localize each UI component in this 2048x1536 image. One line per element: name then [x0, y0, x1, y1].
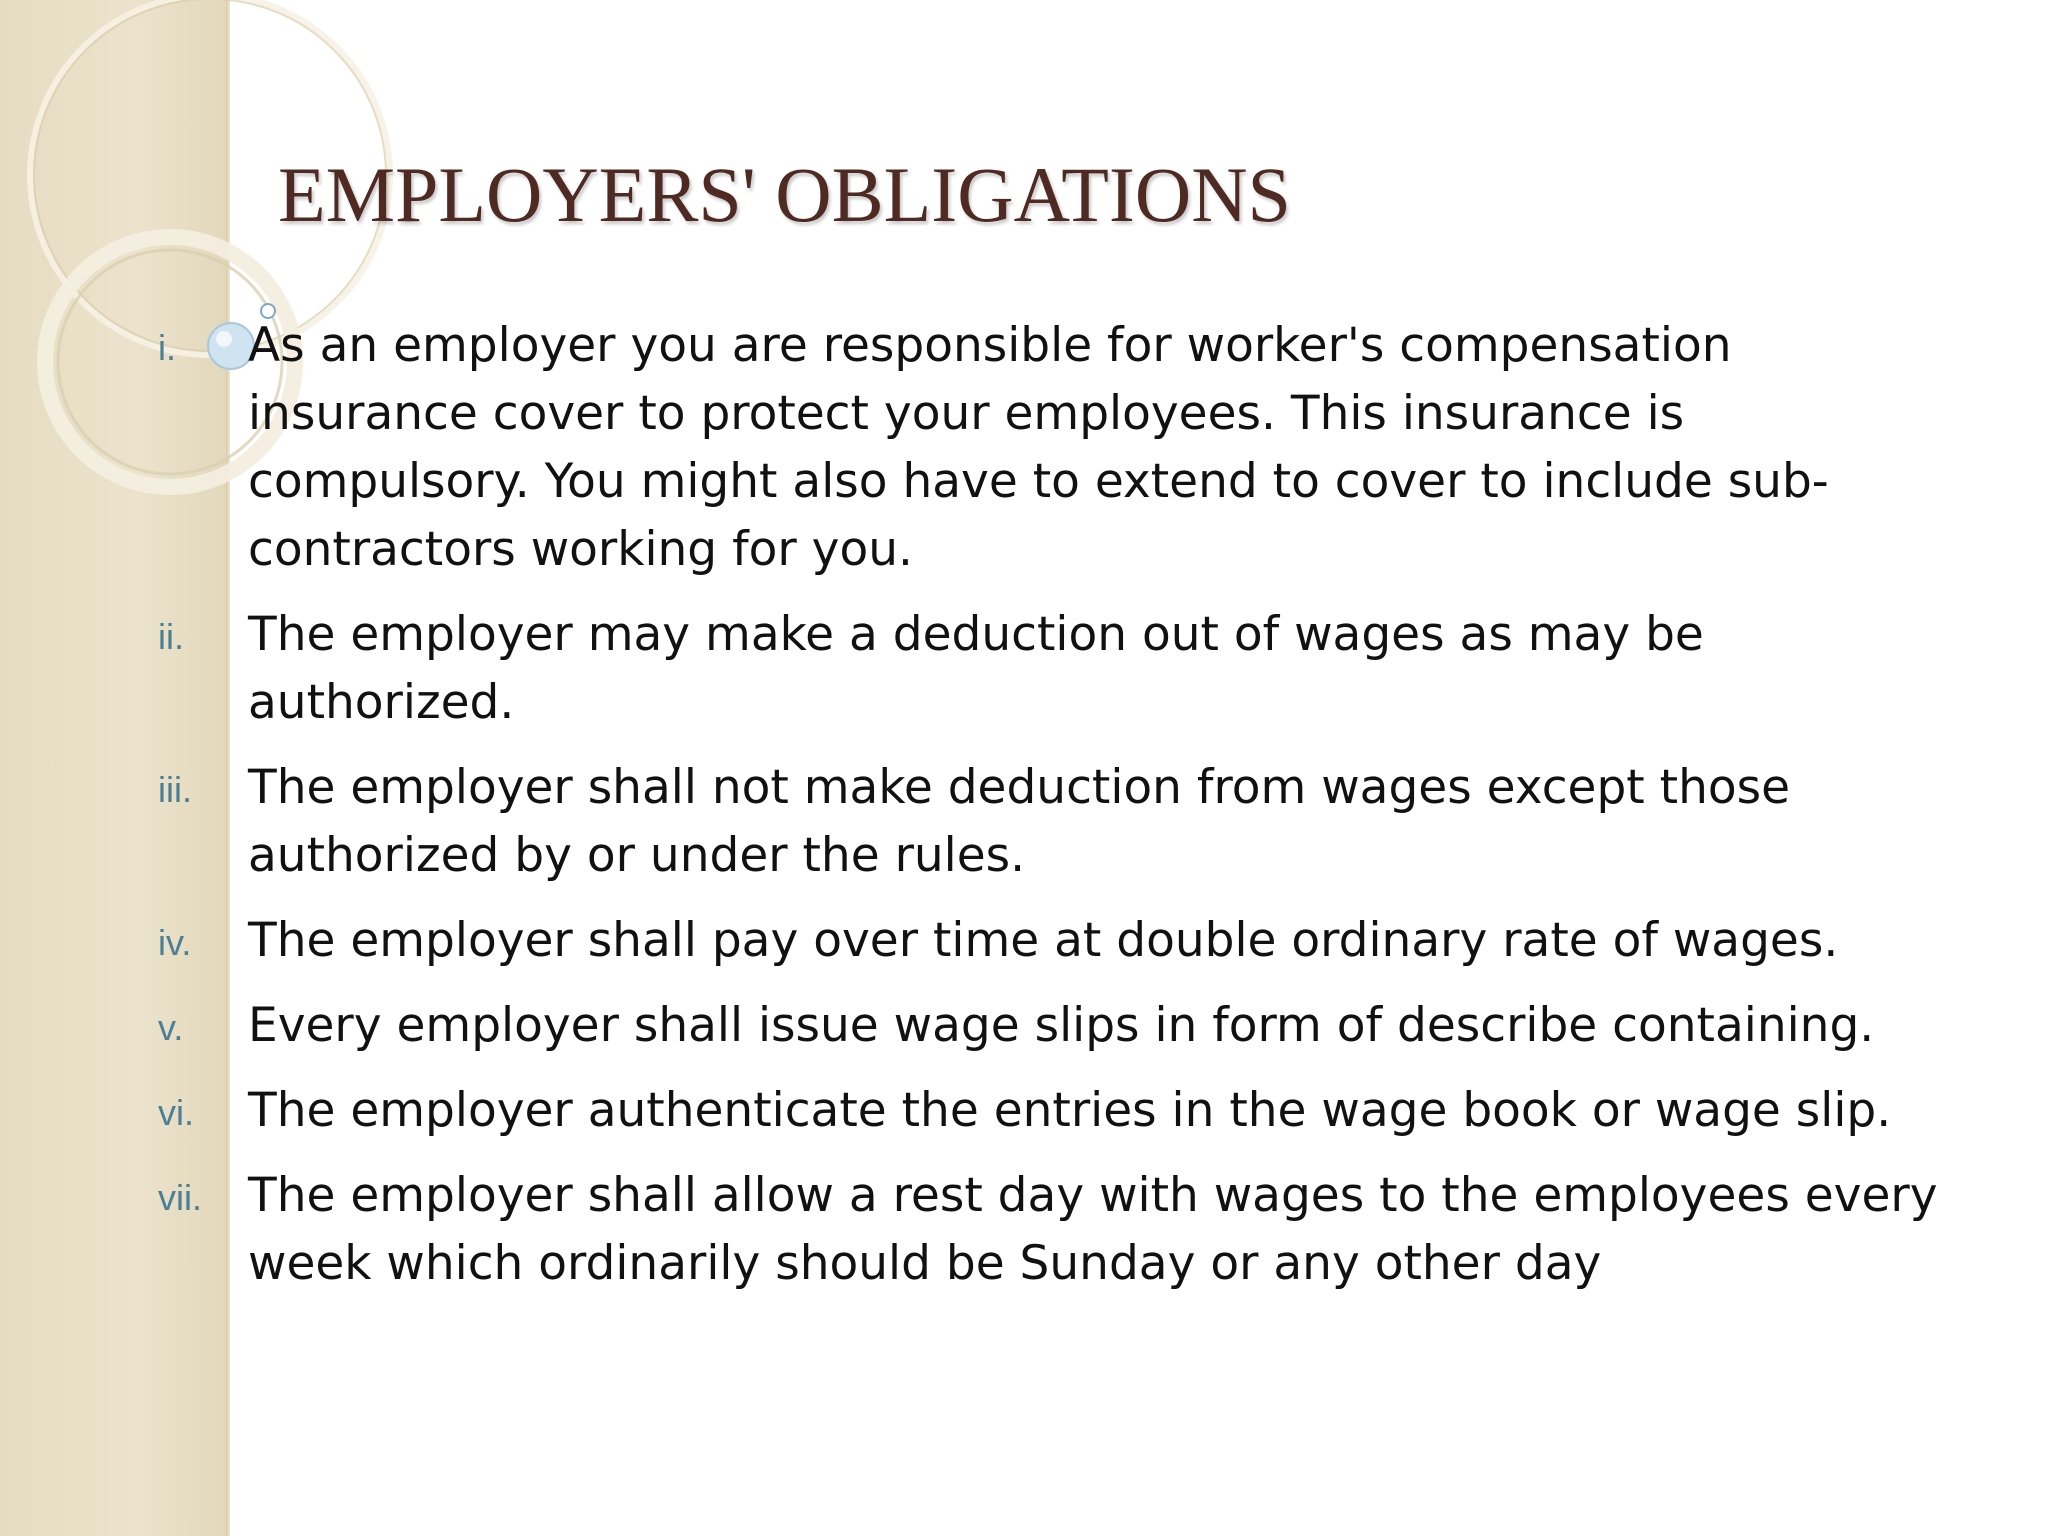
list-item-text: Every employer shall issue wage slips in form of describe containing. — [248, 998, 1875, 1053]
list-item — [158, 312, 1958, 584]
list-item-text: The employer shall not make deduction from wages except those authorized by or under the rules. — [248, 760, 1791, 883]
list-marker: i. — [158, 327, 176, 368]
list-item — [158, 1162, 1958, 1298]
list-marker: v. — [158, 1007, 184, 1048]
slide-title: EMPLOYERS' OBLIGATIONS — [278, 151, 1291, 238]
list-item — [158, 992, 1958, 1060]
list-marker: ii. — [158, 616, 184, 657]
obligations-list — [158, 312, 1958, 1315]
list-item-text: As an employer you are responsible for worker's compensation insurance cover to protect your employees. This insurance is compulsory. You might also have to extend to cover to include sub-contractors working for you. — [248, 318, 1829, 577]
list-marker: vi. — [158, 1092, 194, 1133]
list-item — [158, 907, 1958, 975]
list-item-text: The employer may make a deduction out of wages as may be authorized. — [248, 607, 1704, 730]
list-marker: iv. — [158, 922, 192, 963]
list-item-text: The employer authenticate the entries in the wage book or wage slip. — [248, 1083, 1892, 1138]
list-item — [158, 601, 1958, 737]
list-item — [158, 754, 1958, 890]
list-item-text: The employer shall pay over time at double ordinary rate of wages. — [248, 913, 1839, 968]
list-marker: iii. — [158, 769, 192, 810]
list-item — [158, 1077, 1958, 1145]
list-marker: vii. — [158, 1177, 202, 1218]
list-item-text: The employer shall allow a rest day with wages to the employees every week which ordinarily should be Sunday or any other day — [248, 1168, 1938, 1291]
